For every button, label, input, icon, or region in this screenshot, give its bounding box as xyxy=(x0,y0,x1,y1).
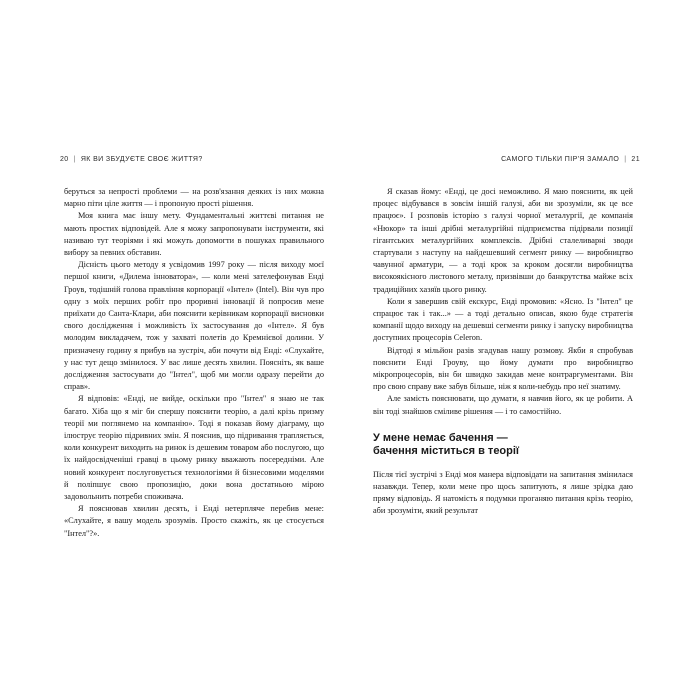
right-body-text xyxy=(373,186,633,518)
paragraph: Але замість пояснювати, що думати, я навчив його, як це робити. А він тоді знайшов сміливе рішення — і то самостійно. xyxy=(373,394,633,416)
right-running-head xyxy=(501,156,640,163)
paragraph: Після тієї зустрічі з Енді моя манера відповідати на запитання змінилася назавжди. Тепер, коли мене про щось запитують, я лише зрідка даю пряму відповідь. Я натомість я подумки проганяю питання крізь теорію, аби зрозуміти, який результат xyxy=(373,469,633,516)
section-heading-line: У мене немає бачення — xyxy=(373,431,508,444)
paragraph: Дісність цього методу я усвідомив 1997 року — після виходу моєї першої книги, «Дилема інноватора», — коли мені зателефонував Енді Гроув, тодішній голова правління корпорації «Інтел» (Intel). Він чув про одну з моїх перших робіт про проривні інновації й попросив мене приїхати до Санта-Клари, аби пояснити керівникам корпорації висновки свого дослідження і можливість їх застосування до «Інтел». Я був молодим викладачем, тож у захваті полетів до Кремнієвої долини. У призначену годину я прибув на зустріч, аби почути від Енді: «Слухайте, у нас тут дещо змінилося. У вас лише десять хвилин. Поясніть, як ваше дослідження застосувати до "Інтел", щоб ми могли одразу перейти до справ». xyxy=(64,260,324,392)
paragraph: Коли я завершив свій екскурс, Енді промовив: «Ясно. Із "Інтел" це спрацює так і так...» — а тоді детально описав, якою буде стратегія компанії щодо виходу на дешевші сегменти ринку і запуску виробництва доступних процесорів Celeron. xyxy=(373,296,633,343)
paragraph: Я пояснював хвилин десять, і Енді нетерпляче перебив мене: «Слухайте, я вашу модель зрозумів. Просто скажіть, як це стосується "Інтел"?». xyxy=(64,504,324,538)
paragraph: Я відповів: «Енді, не вийде, оскільки про "Інтел" я знаю не так багато. Хіба що я міг би спершу пояснити теорію, а далі крізь призму теорії ми поглянемо на компанію». Тоді я показав йому діаграму, що ілюструє теорію підривних змін. Я пояснив, що підривання трапляється, коли конкурент виходить на ринок із дешевим товаром або послугою, що їх найдосвідченіші гравці в цьому ринку вважають посередніми. Але новий конкурент послуговується технологіями й бізнесовими моделями й поліпшує свою пропозицію, доки вона достатньою мірою задовольнить потреби споживача. xyxy=(64,394,324,502)
running-head-separator: | xyxy=(73,156,76,163)
right-page xyxy=(350,0,700,700)
left-running-head xyxy=(60,156,203,163)
left-running-title: ЯК ВИ ЗБУДУЄТЕ СВОЄ ЖИТТЯ? xyxy=(80,156,203,163)
left-body-text xyxy=(64,186,324,540)
paragraph: Відтоді я мільйон разів згадував нашу розмову. Якби я спробував пояснити Енді Гроуву, що йому думати про виробництво мікропроцесорів, він би швидко закидав мене контраргументами. Він про свою справу вже забув більше, ніж я коли-небудь про неї знатиму. xyxy=(373,345,633,392)
right-page-number: 21 xyxy=(631,156,640,163)
section-heading xyxy=(373,432,633,459)
paragraph: беруться за непрості проблеми — на розв'язання деяких із них можна марно піти ціле життя — і пропоную прості рішення. xyxy=(64,187,324,209)
paragraph: Моя книга має іншу мету. Фундаментальні життєві питання не мають простих відповідей. Але я можу запропонувати інструменти, які називаю тут теоріями і які можуть допомогти в пошуках правильного вибору за певних обставин. xyxy=(64,211,324,258)
running-head-separator: | xyxy=(624,156,627,163)
right-running-title: САМОГО ТІЛЬКИ ПІР'Я ЗАМАЛО xyxy=(501,156,620,163)
left-page-number: 20 xyxy=(60,156,69,163)
section-heading-line: бачення міститься в теорії xyxy=(373,445,520,458)
paragraph: Я сказав йому: «Енді, це досі неможливо. Я маю пояснити, як цей процес відбувався в зовсім іншій галузі, аби ви зрозуміли, як це все працює». І розповів історію з галузі чорної металургії, де компанія «Нюкор» та інші дрібні металургійні підприємства підірвали позиції гігантських металургійних комплексів. Дрібні сталеливарні зводи стартували з наступу на найдешевший сегмент ринку — виробництво чавунної арматури, — а тоді крок за кроком досягли виробництва високоякісного листового металу, призвівши до банкрутства майже всіх традиційних хазяїв цього ринку. xyxy=(373,187,633,294)
